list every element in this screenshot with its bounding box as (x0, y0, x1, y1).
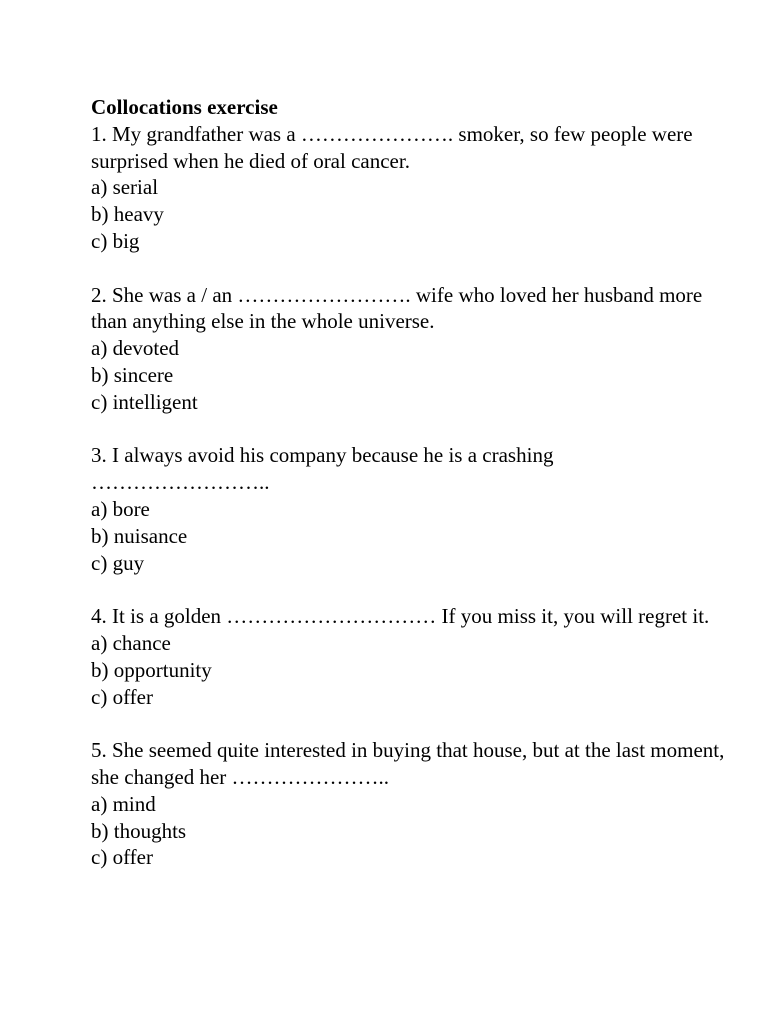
question-4 (91, 603, 731, 710)
question-stem: 4. It is a golden ………………………… If you miss it, you will regret it. (91, 604, 710, 629)
answer-option: a) chance (91, 630, 171, 655)
question-3 (91, 442, 731, 576)
answer-option: b) thoughts (91, 818, 187, 843)
answer-option: a) mind (91, 791, 156, 816)
answer-option: a) bore (91, 496, 150, 521)
answer-option: a) serial (91, 175, 159, 200)
answer-option: c) offer (91, 684, 153, 709)
question-stem: 2. She was a / an ……………………. wife who loved her husband more than anything else in the whole universe. (91, 282, 703, 334)
document-page (91, 94, 731, 898)
answer-option: b) opportunity (91, 657, 212, 682)
question-stem: 1. My grandfather was a …………………. smoker, so few people were surprised when he died of oral cancer. (91, 121, 693, 173)
question-5 (91, 737, 731, 871)
answer-option: a) devoted (91, 336, 180, 361)
question-1 (91, 121, 731, 255)
answer-option: c) big (91, 228, 140, 253)
question-stem: 5. She seemed quite interested in buying that house, but at the last moment, she changed her ………………….. (91, 738, 725, 789)
answer-option: c) intelligent (91, 389, 198, 414)
answer-option: b) heavy (91, 202, 164, 227)
document-title: Collocations exercise (91, 95, 278, 119)
question-stem: 3. I always avoid his company because he is a crashing …………………….. (91, 443, 554, 495)
answer-option: b) nuisance (91, 523, 188, 548)
answer-option: c) offer (91, 845, 153, 870)
answer-option: b) sincere (91, 362, 174, 387)
question-2 (91, 282, 731, 416)
answer-option: c) guy (91, 550, 145, 575)
